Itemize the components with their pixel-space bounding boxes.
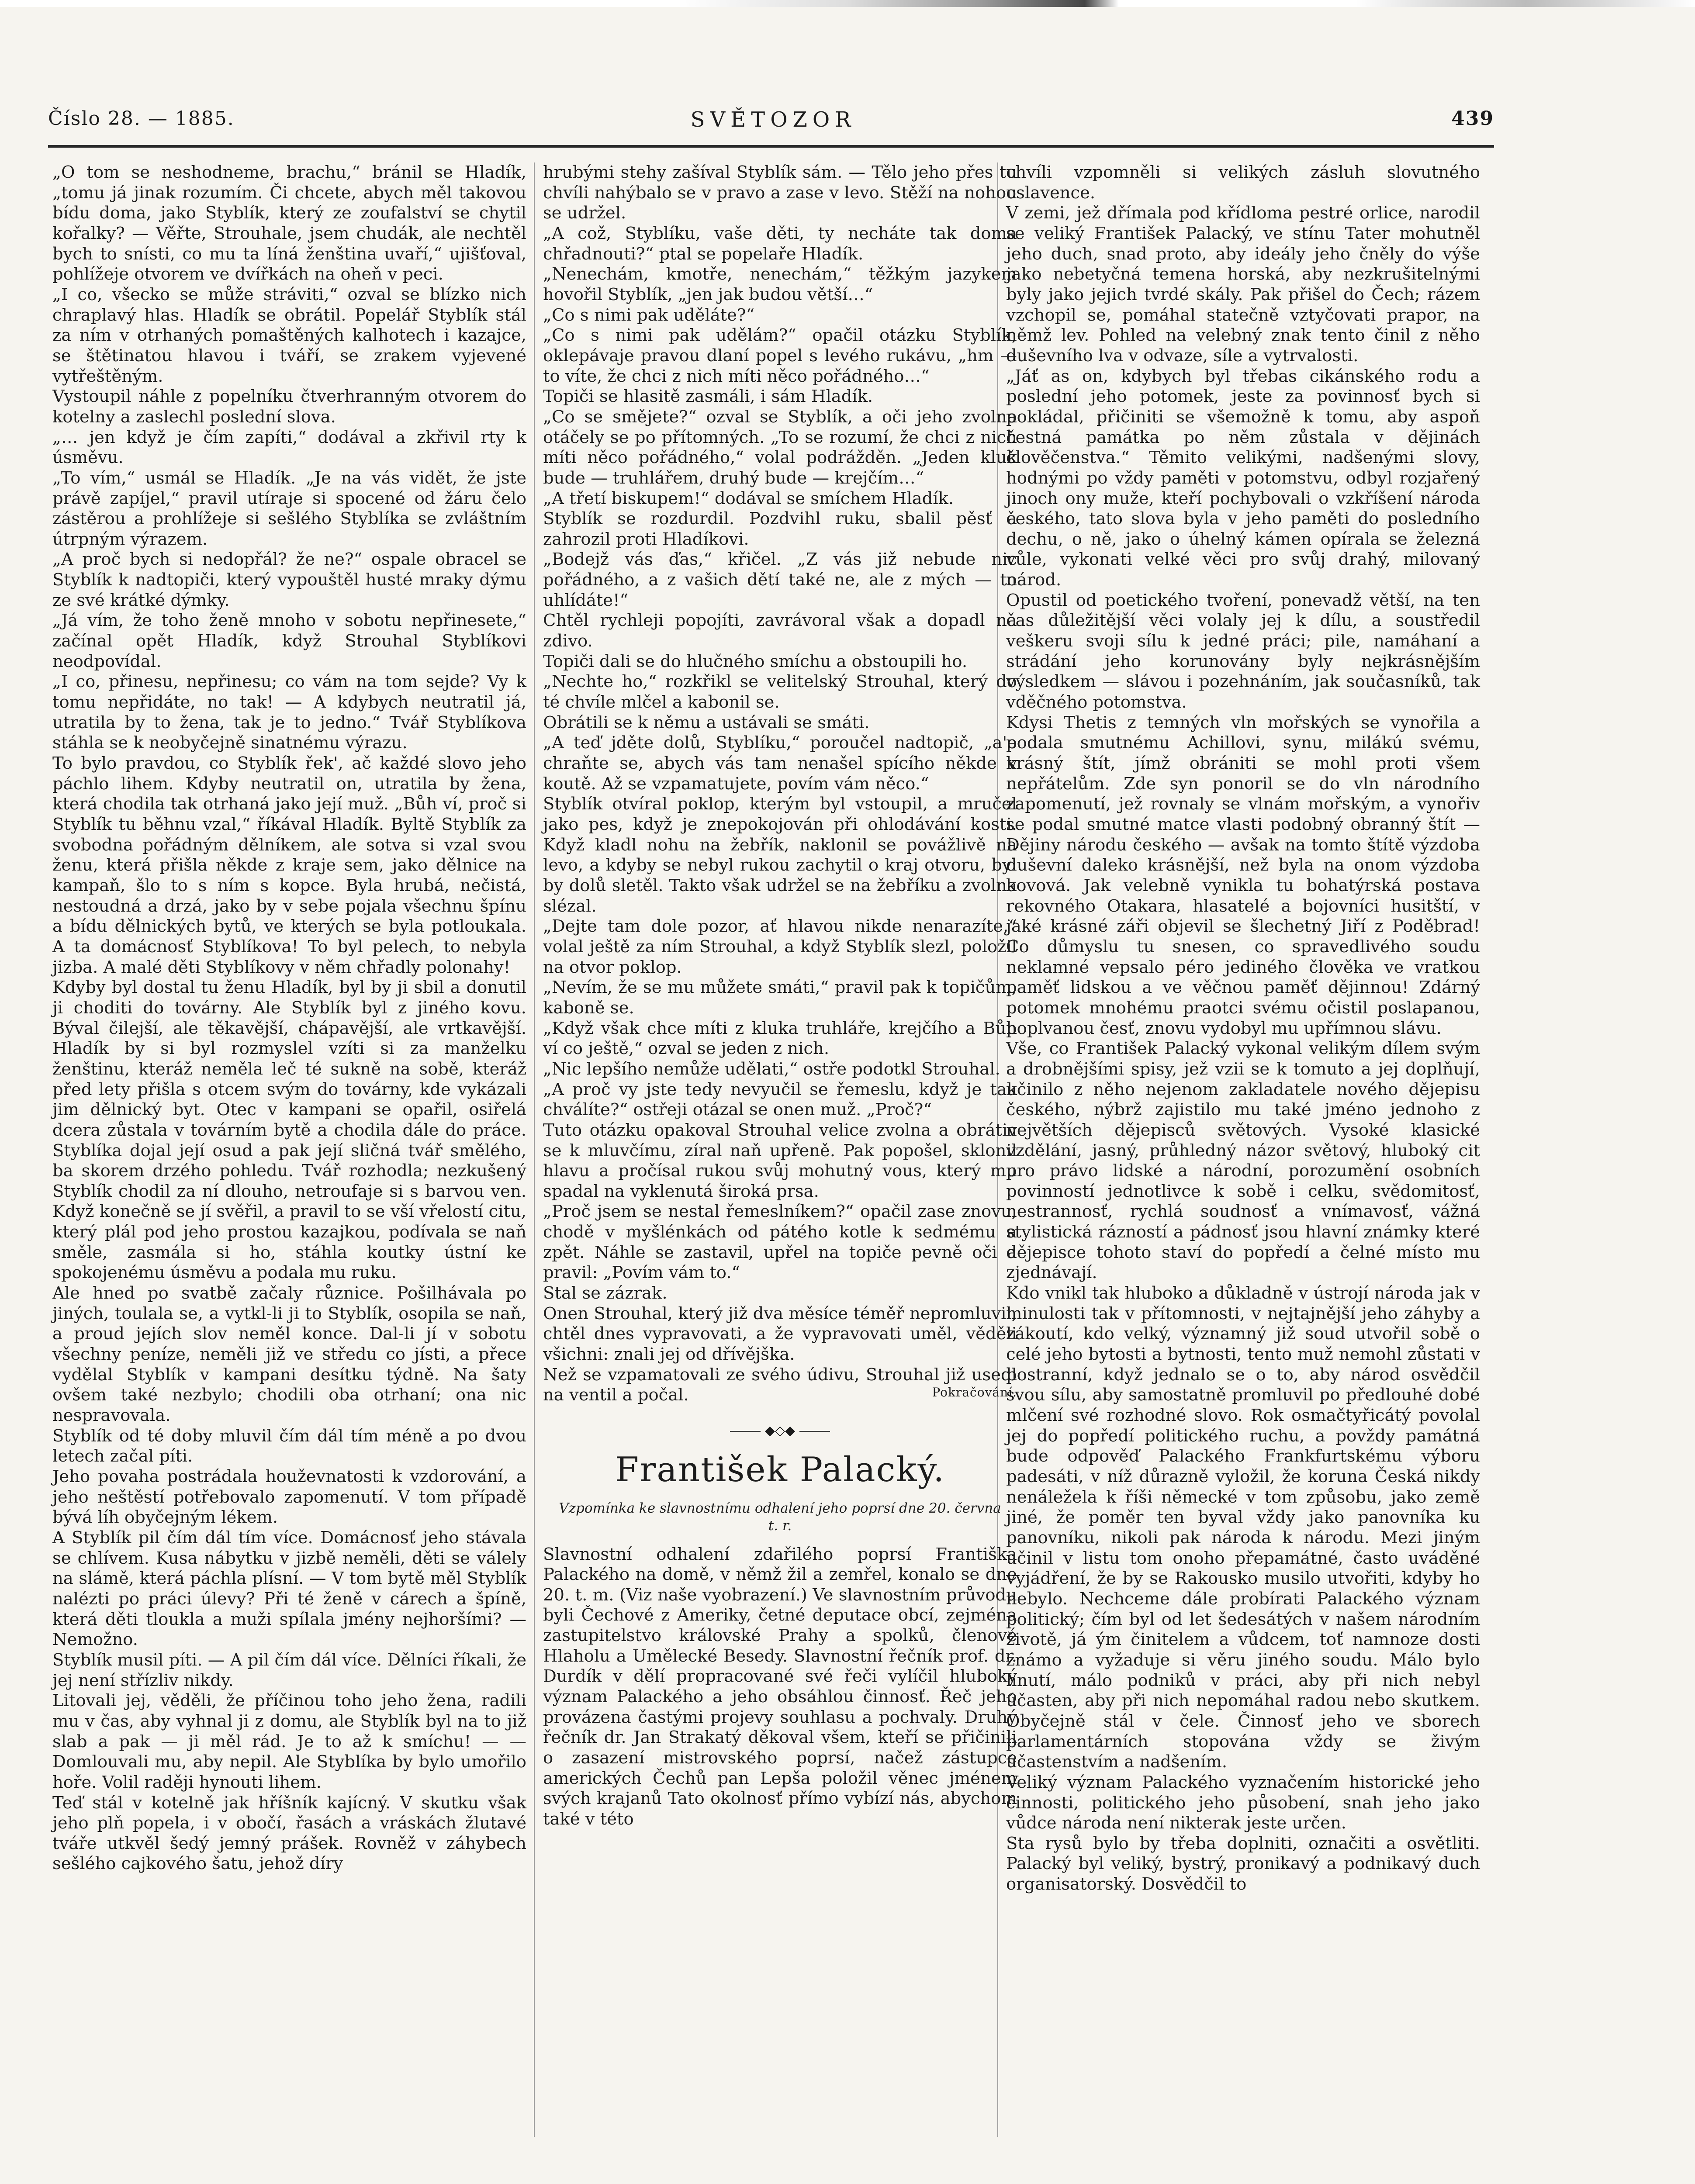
paragraph: Kdysi Thetis z temných vln mořských se vynořila a podala smutnému Achillovi, synu, milákú svému, krásný štít, jímž obrániti se mohl proti všem nepřátelům. Zde syn ponoril se do vln národního zapomenutí, jež rovnaly se vlnám mořským, a vynořiv se podal smutné matce vlasti podobný obranný štít — Dějiny národu českého — avšak na tomto štítě výzdoba duševní daleko krásnější, než byla na onom výzdoba kovová. Jak velebně vynikla tu bohatýrská postava rekovného Otakara, hlasatelé a bojovníci husitští, v jaké krásné záři objevil se šlechetný Jiří z Poděbrad! Co důmyslu tu snesen, co spravedlivého soudu neklamné vepsalo péro jediného člověka ve vratkou paměť lidskou a ve věčnou paměť dějinnou! Zdárný potomek mnohému praotci svému očistil poslapanou, poplvanou česť, znovu vydobyl mu upřímnou slávu.: [1006, 712, 1480, 1038]
paragraph: Styblík musil píti. — A pil čím dál více. Dělníci říkali, že jej není střízliv nikdy.: [52, 1650, 526, 1690]
paragraph: „Co s nimi pak udělám?“ opačil otázku Styblík, oklepávaje pravou dlaní popel s levého rukávu, „hm — to víte, že chci z nich míti něco pořádného…“: [543, 325, 1017, 386]
paragraph: „… jen když je čím zapíti,“ dodával a zkřivil rty k úsměvu.: [52, 427, 526, 468]
paragraph: „I co, všecko se může stráviti,“ ozval se blízko nich chraplavý hlas. Hladík se obrátil. Popelář Styblík stál za ním v otrhaných pomaštěných kalhotech i kazajce, se štětinatou hlavou i tváří, se zrakem vyjevené vytřeštěným.: [52, 284, 526, 386]
paragraph: „Dejte tam dole pozor, ať hlavou nikde nenarazíte,“ volal ještě za ním Strouhal, a když Styblík slezl, položil na otvor poklop.: [543, 916, 1017, 977]
paragraph: hrubými stehy zašíval Styblík sám. — Tělo jeho přes tu chvíli nahýbalo se v pravo a zase v levo. Stěží na nohou se udržel.: [543, 162, 1017, 223]
paragraph: Litovali jej, věděli, že příčinou toho jeho žena, radili mu v čas, aby vyhnal ji z domu, ale Styblík byl na to již slab a pak — ji měl rád. Je to až k smíchu! — — Domlouvali mu, aby nepil. Ale Styblíka by bylo umořilo hoře. Volil raději hynouti lihem.: [52, 1691, 526, 1792]
paragraph: Sta rysů bylo by třeba doplniti, označiti a osvětliti. Palacký byl veliký, bystrý, pronikavý a podnikavý duch organisatorský. Dosvědčil to: [1006, 1833, 1480, 1894]
paragraph: Stal se zázrak.: [543, 1283, 668, 1303]
divider-line: [799, 1431, 830, 1432]
paragraph: chvíli vzpomněli si velikých zásluh slovutného oslavence.: [1006, 162, 1480, 203]
paragraph: „Bodejž vás ďas,“ křičel. „Z vás již nebude nic pořádného, a z vašich dětí také ne, ale z mých — to uhlídáte!“: [543, 549, 1017, 610]
section-divider: [543, 1423, 1017, 1439]
issue-label: Číslo 28. — 1885.: [48, 107, 235, 130]
paragraph: A Styblík pil čím dál tím více. Domácnosť jeho stávala se chlívem. Kusa nábytku v jizbě neměli, děti se válely na slámě, která páchla plísní. — V tom bytě měl Styblík nalézti po práci úlevy? Při té ženě v cárech a špíně, která děti tloukla a muži spílala jmény nejhoršími? — Nemožno.: [52, 1527, 526, 1650]
paragraph: [543, 1365, 1017, 1406]
paragraph: Kdyby byl dostal tu ženu Hladík, byl by ji sbil a donutil ji choditi do továrny. Ale Styblík byl z jiného kovu. Býval čilejší, ale těkavější, chápavější, ale vrtkavější. Hladík by si byl rozmyslel vzíti si za manželku ženštinu, kteráž neměla leč té sukně na sobě, kteráž před lety přišla s otcem svým do továrny, kde vykázali jim dělnický byt. Otec v kampani se opařil, osiřelá dcera zůstala v továrním bytě a chodila dále do práce. Styblíka dojal její osud a pak její sličná tvář smělého, ba skorem drzého pohledu. Tvář rozhodla; nezkušený Styblík chodil za ní dlouho, netroufaje si s barvou ven. Když konečně se jí svěřil, a pravil to se vší vřelostí citu, který plál pod jeho prostou kazajkou, podívala se naň směle, zasmála si ho, stáhla koutky ústní ke spokojenému úsměvu a podala mu ruku.: [52, 978, 526, 1283]
paragraph: V zemi, jež dřímala pod křídloma pestré orlice, narodil se veliký František Palacký, ve stínu Tater mohutněl jeho duch, snad proto, aby ideály jeho čněly do výše jako nebetyčná temena horská, aby nezkrušitelnými byly jako jejich tvrdé skály. Pak přišel do Čech; rázem vzchopil se, pomáhal statečně vztyčovati prapor, na němž lev. Pohled na velebný znak tento činil z něho duševního lva v odvaze, síle a vytrvalosti.: [1006, 203, 1480, 366]
paragraph: Styblík otvíral poklop, kterým byl vstoupil, a mručel jako pes, když je znepokojován při ohlodávání kosti. Když kladl nohu na žebřík, naklonil se povážlivě na levo, a kdyby se nebyl rukou zachytil o kraj otvoru, byl by dolů sletěl. Takto však udržel se na žebříku a zvolna slézal.: [543, 794, 1017, 916]
page-header: [48, 107, 1494, 134]
paragraph: „A proč bych si nedopřál? že ne?“ ospale obracel se Styblík k nadtopiči, který vypouštěl husté mraky dýmu ze své krátké dýmky.: [52, 549, 526, 610]
column-3: [1006, 162, 1480, 1895]
continued-note: Pokračování.: [932, 1385, 1017, 1400]
column-divider: [534, 162, 535, 2137]
scan-edge: [0, 0, 1695, 7]
paragraph: „O tom se neshodneme, brachu,“ bránil se Hladík, „tomu já jinak rozumím. Či chcete, abych měl takovou bídu doma, jako Styblík, který ze zoufalství se chytil kořalky? — Věřte, Strouhale, jsem chudák, ale nechtěl bych to snísti, co mu ta líná ženština uvaří,“ ujišťoval, pohlížeje otvorem ve dvířkách na oheň v peci.: [52, 162, 526, 284]
paragraph: „To vím,“ usmál se Hladík. „Je na vás vidět, že jste právě zapíjel,“ pravil utíraje si spocené od žáru čelo zástěrou a prohlížeje si sešlého Styblíka se zvláštním útrpným výrazem.: [52, 468, 526, 549]
paragraph: „A což, Styblíku, vaše děti, ty necháte tak doma chřadnouti?“ ptal se popelaře Hladík.: [543, 223, 1017, 264]
paragraph: „Nic lepšího nemůže udělati,“ ostře podotkl Strouhal.: [543, 1059, 1000, 1079]
paragraph: Slavnostní odhalení zdařilého poprsí Františka Palackého na domě, v němž žil a zemřel, konalo se dne 20. t. m. (Viz naše vyobrazení.) Ve slavnostním průvodu byli Čechové z Ameriky, četné deputace obcí, zejména zastupitelstvo královské Prahy a spolků, členové Hlaholu a Umělecké Besedy. Slavnostní řečník prof. dr. Durdík v dělí propracované své řeči vylíčil hluboký význam Palackého a jeho obsáhlou činnosť. Řeč jeho provázena častými projevy souhlasu a pochvaly. Druhý řečník dr. Jan Strakatý děkoval všem, kteří se přičinili o zasazení mistrovského poprsí, načež zástupce amerických Čechů pan Lepša položil věnec jménem svých krajanů Tato okolnosť přímo vybízí nás, abychom také v této: [543, 1544, 1017, 1829]
paragraph: „Nechte ho,“ rozkřikl se velitelský Strouhal, který do té chvíle mlčel a kabonil se.: [543, 672, 1017, 712]
paragraph: Ale hned po svatbě začaly různice. Pošilhávala po jiných, toulala se, a vytkl-li ji to Styblík, osopila se naň, a proud jejích slov neměl konce. Dal-li jí v sobotu všechny peníze, neměli již ve středu co jísti, a přece vydělal Styblík v kampani desítku týdně. Na šaty ovšem také nezbylo; chodili oba otrhaní; ona nic nespravovala.: [52, 1283, 526, 1426]
paragraph: Chtěl rychleji popojíti, zavrávoral však a dopadl na zdivo.: [543, 611, 1017, 651]
paragraph: „Nevím, že se mu můžete smáti,“ pravil pak k topičům, kaboně se.: [543, 978, 1017, 1018]
paragraph: „I co, přinesu, nepřinesu; co vám na tom sejde? Vy k tomu nepřidáte, no tak! — A kdybych neutratil já, utratila by to žena, tak je to jedno.“ Tvář Styblíkova stáhla se k neobyčejně sinatnému výrazu.: [52, 672, 526, 753]
paragraph: „Co s nimi pak uděláte?“: [543, 305, 755, 325]
paragraph: „Já vím, že toho ženě mnoho v sobotu nepřinesete,“ začínal opět Hladík, když Strouhal Styblíkovi neodpovídal.: [52, 611, 526, 671]
paragraph: Styblík od té doby mluvil čím dál tím méně a po dvou letech začal píti.: [52, 1426, 526, 1466]
paragraph: „Co se smějete?“ ozval se Styblík, a oči jeho zvolna otáčely se po přítomných. „To se rozumí, že chci z nich míti něco pořádného,“ volal podrážděn. „Jeden kluk bude — truhlářem, druhý bude — krejčím…“: [543, 407, 1017, 488]
paragraph: „Nenechám, kmotře, nenechám,“ těžkým jazykem hovořil Styblík, „jen jak budou větší…“: [543, 264, 1017, 304]
paragraph: „A teď jděte dolů, Styblíku,“ poroučel nadtopič, „a'e chraňte se, abych vás tam nenašel spícího někde v koutě. Až se vzpamatujete, povím vám něco.“: [543, 733, 1017, 794]
paragraph: Tuto otázku opakoval Strouhal velice zvolna a obrátiv se k mluvčímu, zíral naň upřeně. Pak popošel, sklonil hlavu a pročísal rukou svůj mohutný vous, který mu spadal na vyklenutá široká prsa.: [543, 1120, 1017, 1201]
paragraph: Topiči dali se do hlučného smíchu a obstoupili ho.: [543, 651, 968, 671]
paragraph: „Když však chce míti z kluka truhláře, krejčího a Bůh ví co ještě,“ ozval se jeden z nich.: [543, 1018, 1017, 1059]
paragraph: To bylo pravdou, co Styblík řek', ač každé slovo jeho páchlo lihem. Kdyby neutratil on, utratila by žena, která chodila tak otrhaná jako její muž. „Bůh ví, proč si Styblík tu běhnu vzal,“ říkával Hladík. Byltě Styblík za svobodna pořádným dělníkem, ale sotva si vzal svou ženu, která přišla někde z kraje sem, jako dělnice na kampaň, šlo to s ním s kopce. Byla hrubá, nečistá, nestoudná a drzá, jako by v sebe pojala všechnu špínu a bídu dělnických bytů, ve kterých se byla potloukala. A ta domácnosť Styblíkova! To byl pelech, to nebyla jizba. A malé děti Styblíkovy v něm chřadly polonahy!: [52, 753, 526, 977]
paragraph: Obrátili se k němu a ustávali se smáti.: [543, 712, 870, 733]
column-1: [52, 162, 526, 1874]
paragraph: Jeho povaha postrádala houževnatosti k vzdorování, a jeho neštěstí potřebovalo zapomenutí. V tom případě bývá líh obyčejným lékem.: [52, 1467, 526, 1527]
paragraph: Opustil od poetického tvoření, ponevadž větší, na ten čas důležitější věci volaly jej k dílu, a soustředil veškeru svoji sílu k jedné práci; pile, namáhaní a strádání jeho korunovány byly nejkrásnějším výsledkem — slávou i pozehnáním, jak současníků, tak vděčného potomstva.: [1006, 590, 1480, 712]
paragraph: Onen Strouhal, který již dva měsíce téměř nepromluvil, chtěl dnes vypravovati, a že vypravovati uměl, věděli všichni: znali jej od dřívějška.: [543, 1303, 1017, 1365]
paragraph: „Jáť as on, kdybych byl třebas cikánského rodu a poslední jeho potomek, jeste za povinnosť bych si pokládal, přičiniti se všemožně k tomu, aby aspoň čestná památka po něm zůstala v dějinách člověčenstva.“ Těmito velikými, nadšenými slovy, hodnými po vždy paměti v potomstvu, odbyl rozjařený jinoch ony muže, kteří pochybovali o vzkříšení národa českého, tato slova byla v jeho paměti do posledního dechu, o ně, jako o úhelný kámen opírala se železná vůle, vykonati velké věci pro svůj drahý, milovaný národ.: [1006, 366, 1480, 590]
article-title: František Palacký.: [615, 1450, 945, 1490]
page-number: 439: [1451, 107, 1494, 130]
paragraph-text: Než se vzpamatovali ze svého údivu, Strouhal již usedl na ventil a počal.: [543, 1365, 1017, 1405]
masthead-title: SVĚTOZOR: [690, 107, 856, 132]
paragraph: Vše, co František Palacký vykonal velikým dílem svým a drobnějšími spisy, jež vzii se k tomuto a jej doplňují, učinilo z něho nejenom zakladatele nového dějepisu českého, nýbrž zajistilo mu také jméno jednoho z největších dějepisců světových. Vysoké klasické vzdělání, jasný, průhledný názor světový, hluboký cit pro právo lidské a národní, porozumění osobních povinností jednotlivce k sobě i celku, svědomitosť, nestrannosť, rychlá soudnosť a vnímavosť, vážná stylistická rázností a pádnosť jsou hlavní známky které dějepisce tohoto staví do popředí a čelné místo mu zjednávají.: [1006, 1039, 1480, 1283]
paragraph: Veliký význam Palackého vyznačením historické jeho činnosti, politického jeho působení, snah jeho jako vůdce národa není nikterak jeste určen.: [1006, 1772, 1480, 1833]
paragraph: Teď stál v kotelně jak hříšník kajícný. V skutku však jeho plň popela, i v obočí, řasách a vráskách žlutavé tváře utkvěl šedý jemný prášek. Rovněž v záhybech sešlého cajkového šatu, jehož díry: [52, 1793, 526, 1874]
article-subtitle: Vzpomínka ke slavnostnímu odhalení jeho poprsí dne 20. června t. r.: [559, 1500, 1001, 1534]
header-rule: [48, 145, 1494, 148]
paragraph: „A proč vy jste tedy nevyučil se řemeslu, když je tak chválíte?“ ostřeji otázal se onen muž. „Proč?“: [543, 1079, 1017, 1120]
divider-line: [730, 1431, 761, 1432]
paragraph: „A třetí biskupem!“ dodával se smíchem Hladík.: [543, 488, 954, 508]
paragraph: Styblík se rozdurdil. Pozdvihl ruku, sbalil pěsť a zahrozil proti Hladíkovi.: [543, 509, 1017, 549]
ornament-icon: ◆◇◆: [764, 1423, 796, 1439]
paragraph: Vystoupil náhle z popelníku čtverhranným otvorem do kotelny a zaslechl poslední slova.: [52, 387, 526, 427]
column-2: [543, 162, 1017, 1830]
paragraph: Kdo vnikl tak hluboko a důkladně v ústrojí národa jak v minulosti tak v přítomnosti, v nejtajnější jeho záhyby a zákoutí, kdo velký, významný již soud utvořil sobě o celé jeho bytosti a bytnosti, tento muž nemohl zůstati v postranní, když jednalo se o to, aby národ osvědčil svou sílu, aby samostatně promluvil po předlouhé dobé mlčení své rozhodné slovo. Rok osmačtyřicátý povolal jej do popředí politického ruchu, a povždy památná bude odpověď Palackého Frankfurtskému výboru padesáti, v níž důrazně vyložil, že koruna Česká nikdy nenáležela k říši německé v tom způsobu, jako země jiné, že poměr ten byval vždy jako panovníka ku panovníku, nikoli pak národa k národu. Mezi jiným učinil v listu tom onoho přepamátné, často uváděné vyjádření, že by se Rakousko musilo utvořiti, kdyby ho nebylo. Nechceme dále probírati Palackého význam politický; čím byl od let šedesátých v našem národním životě, já ým činitelem a vůdcem, toť namnoze dosti známo a vyžaduje si věru jiného soudu. Málo bylo hnutí, málo podniků v práci, aby při nich nebyl účasten, aby při nich nepomáhal radou nebo skutkem. Obyčejně stál v čele. Činnosť jeho ve sborech parlamentárních stopována vždy se živým účastenstvím a nadšením.: [1006, 1283, 1480, 1772]
paragraph: „Proč jsem se nestal řemeslníkem?“ opačil zase znovu, chodě v myšlénkách od pátého kotle k sedmému a zpět. Náhle se zastavil, upřel na topiče pevně oči a pravil: „Povím vám to.“: [543, 1202, 1017, 1283]
paragraph: Topiči se hlasitě zasmáli, i sám Hladík.: [543, 387, 873, 407]
